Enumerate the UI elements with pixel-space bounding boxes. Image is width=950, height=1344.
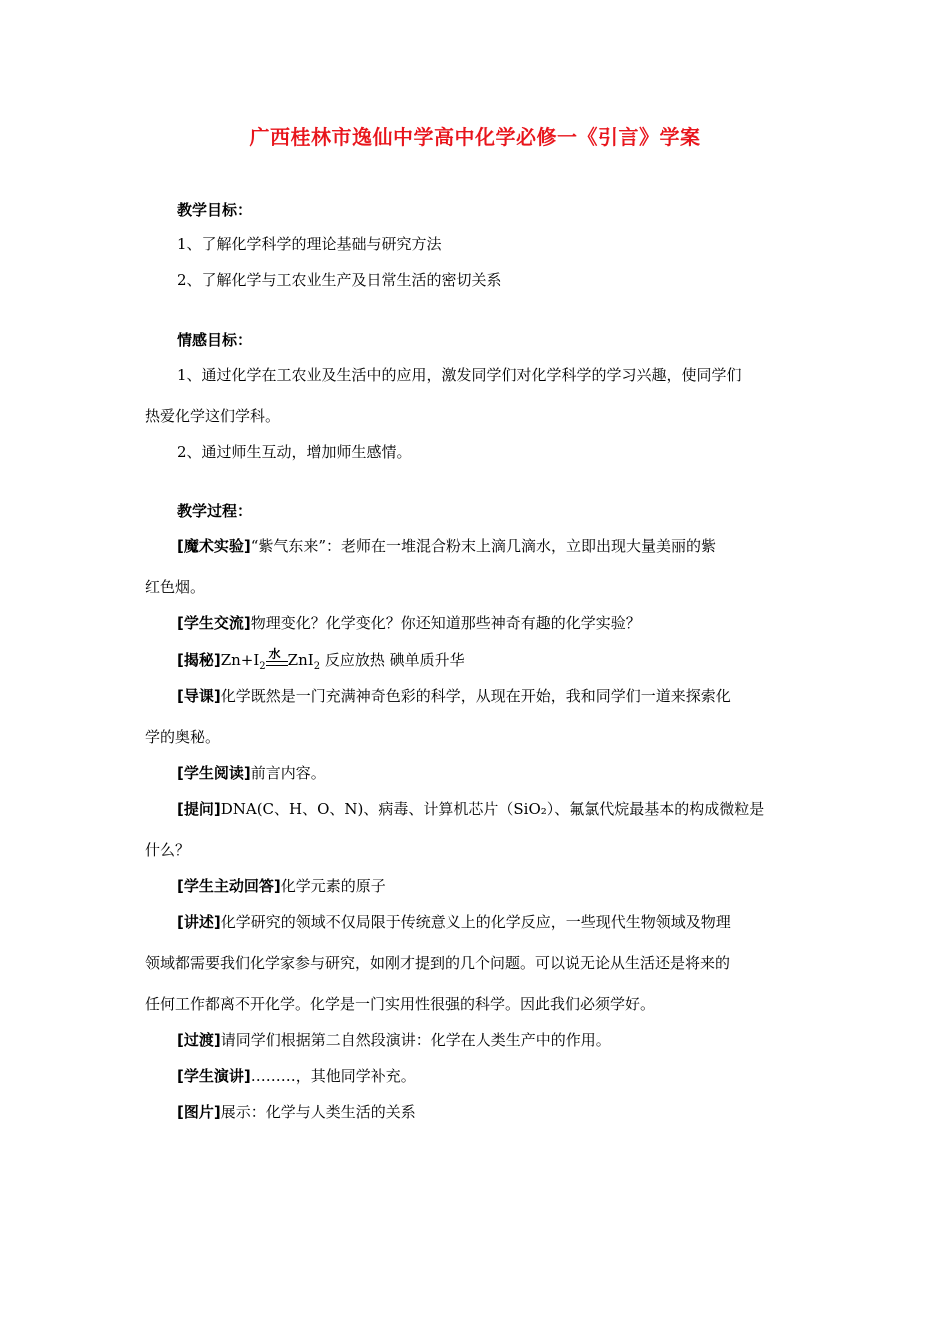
lecture-line2: 领域都需要我们化学家参与研究，如刚才提到的几个问题。可以说无论从生活还是将来的 [145, 954, 731, 972]
emotion-goal-1-line1: 1、通过化学在工农业及生活中的应用，激发同学们对化学科学的学习兴趣，使同学们 [177, 366, 742, 384]
student-reading-tag: [学生阅读] [177, 764, 251, 782]
guide-line1 [177, 685, 842, 707]
magic-experiment-line2: 红色烟。 [145, 578, 206, 596]
reveal-reactant-subscript: 2 [259, 661, 266, 672]
picture [177, 1101, 842, 1123]
reveal-line [177, 649, 842, 678]
transition [177, 1029, 842, 1051]
magic-experiment-line1 [177, 535, 842, 557]
student-reading [177, 762, 842, 784]
transition-text: 请同学们根据第二自然段演讲：化学在人类生产中的作用。 [220, 1031, 611, 1049]
transition-tag: [过渡] [177, 1031, 221, 1049]
emotion-goals-heading: 情感目标： [177, 331, 253, 349]
reaction-condition-sign [266, 649, 288, 671]
guide-text: 化学既然是一门充满神奇色彩的科学，从现在开始，我和同学们一道来探索化 [220, 687, 731, 705]
reveal-product: ZnI [287, 651, 314, 669]
process-heading: 教学过程： [177, 502, 253, 520]
question-line1 [177, 798, 842, 820]
teaching-goal-1: 1、了解化学科学的理论基础与研究方法 [177, 235, 442, 253]
student-speech [177, 1065, 842, 1087]
lecture-line1 [177, 911, 842, 933]
student-reading-text: 前言内容。 [250, 764, 326, 782]
equals-sign-bars [266, 661, 288, 666]
student-exchange [177, 612, 842, 634]
lecture-line3: 任何工作都离不开化学。化学是一门实用性很强的科学。因此我们必须学好。 [145, 995, 656, 1013]
question-line2: 什么？ [145, 841, 191, 859]
lecture-text: 化学研究的领域不仅局限于传统意义上的化学反应，一些现代生物领域及物理 [220, 913, 731, 931]
student-exchange-text: 物理变化？化学变化？你还知道那些神奇有趣的化学实验？ [250, 614, 641, 632]
magic-experiment-text: “紫气东来”：老师在一堆混合粉末上滴几滴水，立即出现大量美丽的紫 [250, 537, 717, 555]
magic-experiment-tag: [魔术实验] [177, 537, 251, 555]
reveal-tag: [揭秘] [177, 651, 221, 669]
question-tag: [提问] [177, 800, 221, 818]
student-exchange-tag: [学生交流] [177, 614, 251, 632]
reveal-product-subscript: 2 [313, 661, 321, 672]
student-speech-text: ………，其他同学补充。 [250, 1067, 416, 1085]
document-title: 广西桂林市逸仙中学高中化学必修一《引言》学案 [249, 125, 701, 149]
student-answer-tag: [学生主动回答] [177, 877, 281, 895]
emotion-goal-2: 2、通过师生互动，增加师生感情。 [177, 443, 412, 461]
student-answer [177, 875, 842, 897]
picture-tag: [图片] [177, 1103, 221, 1121]
reaction-condition-water: 水 [268, 647, 281, 661]
reveal-note: 反应放热 碘单质升华 [320, 651, 465, 669]
student-answer-text: 化学元素的原子 [280, 877, 386, 895]
question-text: DNA(C、H、O、N)、病毒、计算机芯片（SiO₂）、氟氯代烷最基本的构成微粒是 [220, 800, 765, 818]
emotion-goal-1-line2: 热爱化学这们学科。 [145, 407, 281, 425]
reveal-reactants: Zn+I [220, 651, 260, 669]
lecture-tag: [讲述] [177, 913, 221, 931]
teaching-goals-heading: 教学目标： [177, 201, 253, 219]
guide-tag: [导课] [177, 687, 221, 705]
student-speech-tag: [学生演讲] [177, 1067, 251, 1085]
picture-text: 展示：化学与人类生活的关系 [220, 1103, 416, 1121]
guide-line2: 学的奥秘。 [145, 728, 221, 746]
teaching-goal-2: 2、了解化学与工农业生产及日常生活的密切关系 [177, 271, 502, 289]
